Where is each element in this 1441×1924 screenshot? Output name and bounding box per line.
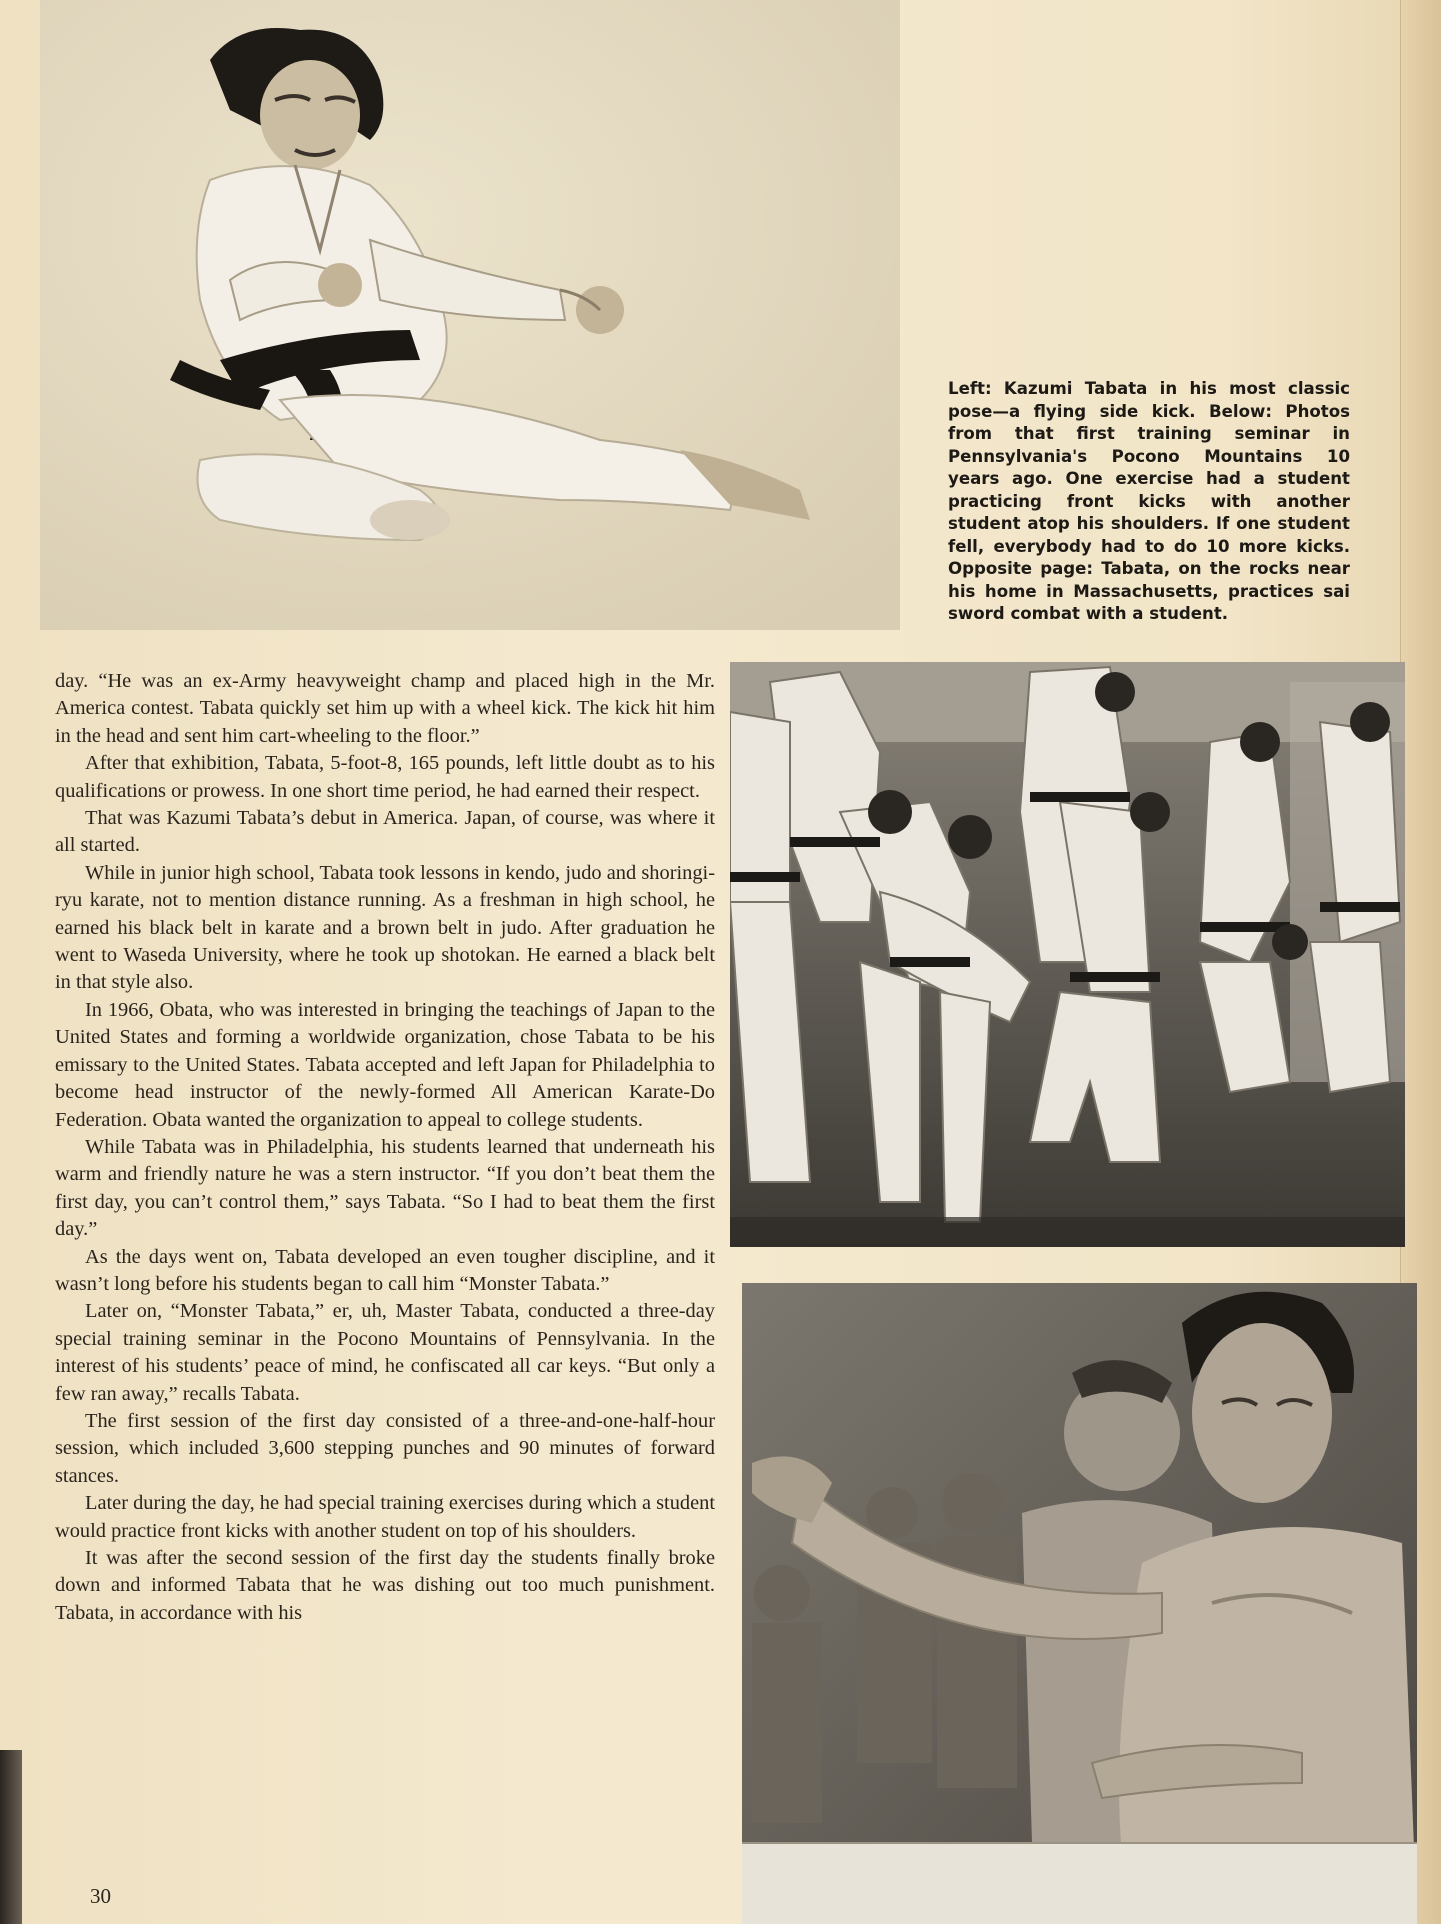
article-paragraph: Later during the day, he had special training exercises during which a student would practice front kicks with another student on top of his shoulders. [55,1492,716,1542]
article-paragraph: As the days went on, Tabata developed an even tougher discipline, and it wasn’t long before his students began to call him “Monster Tabata.” [55,1245,715,1295]
photo-flying-side-kick [40,0,900,630]
photo-training-seminar-kicks [730,662,1405,1247]
article-paragraph: That was Kazumi Tabata’s debut in America. Japan, of course, was where it all started. [55,807,715,857]
page-number: 30 [90,1884,111,1908]
article-paragraph: Later on, “Monster Tabata,” er, uh, Master Tabata, conducted a three-day special training seminar in the Pocono Mountains of Pennsylvania. In the interest of his students’ peace of mind, he confiscated all car keys. “But only a few ran away,” recalls Tabata. [55,1300,715,1405]
article-body [55,668,715,1627]
article-paragraph: While Tabata was in Philadelphia, his students learned that underneath his warm and friendly nature he was a stern instructor. “If you don’t beat them the first day, you can’t control them,” says Tabata. “So I had to beat them the first day.” [55,1135,715,1241]
page-left-shadow [0,1750,22,1924]
photo-caption: Left: Kazumi Tabata in his most classic pose—a flying side kick. Below: Photos from that first training seminar in Pennsylvania's Pocono Mountains 10 years ago. One exercise had a student practicing front kicks with another student atop his shoulders. If one student fell, everybody had to do 10 more kicks. Opposite page: Tabata, on the rocks near his home in Massachusetts, practices sai sword combat with a student. [948,379,1350,623]
article-paragraph: While in junior high school, Tabata took lessons in kendo, judo and shoringi-ryu karate, not to mention distance running. As a freshman in high school, he earned his black belt in karate and a brown belt in judo. After graduation he went to Waseda University, where he took up shotokan. He earned a black belt in that style also. [55,861,715,994]
article-paragraph: In 1966, Obata, who was interested in bringing the teachings of Japan to the United States and forming a worldwide organization, chose Tabata to be his emissary to the United States. Tabata accepted and left Japan for Philadelphia to become head instructor of the newly-formed All American Karate-Do Federation. Obata wanted the organization to appeal to college students. [55,998,715,1131]
article-paragraph: The first session of the first day consisted of a three-and-one-half-hour session, which included 3,600 stepping punches and 90 minutes of forward stances. [55,1409,715,1487]
article-paragraph: After that exhibition, Tabata, 5-foot-8, 165 pounds, left little doubt as to his qualifications or prowess. In one short time period, he had earned their respect. [55,752,715,802]
article-paragraph: It was after the second session of the first day the students finally broke down and informed Tabata that he was dishing out too much punishment. Tabata, in accordance with his [55,1547,715,1624]
photo-students-punching [742,1283,1417,1924]
article-paragraph: day. “He was an ex-Army heavyweight champ and placed high in the Mr. America contest. Tabata quickly set him up with a wheel kick. The kick hit him in the head and sent him cart-wheeling to the floor.” [55,670,715,747]
